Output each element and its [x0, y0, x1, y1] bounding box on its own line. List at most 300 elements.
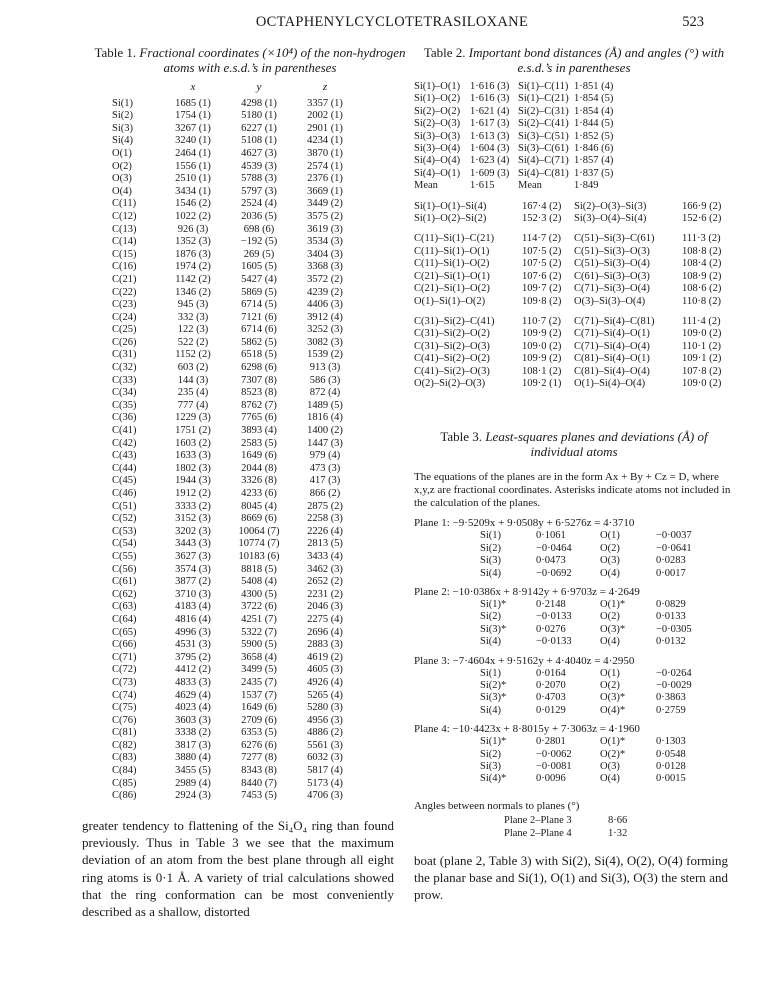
coordinate-cell: 4406 (3) [307, 299, 343, 311]
bond-label: Si(4)–C(81) [518, 167, 569, 179]
deviation-value: 0·4703 [536, 692, 566, 704]
coordinate-cell: 3082 (3) [307, 336, 343, 348]
deviation-value: −0·0133 [536, 611, 572, 623]
bond-label: Mean [518, 180, 542, 192]
atom-label: C(26) [112, 336, 137, 348]
coordinate-cell: 1142 (2) [175, 273, 211, 285]
coordinate-cell: 6714 (6) [241, 324, 277, 336]
table-row [112, 337, 358, 350]
atom-label: C(34) [112, 387, 137, 399]
coordinate-cell: 4251 (7) [241, 613, 277, 625]
coordinate-cell: 8818 (5) [241, 563, 277, 575]
angle-value: 1·32 [608, 827, 628, 839]
table-row [112, 161, 358, 174]
coordinate-cell: 1751 (2) [175, 425, 211, 437]
atom-label: C(32) [112, 362, 137, 374]
angle-value: 8·66 [608, 814, 628, 826]
atom-label: Si(1)* [480, 736, 507, 748]
coordinate-cell: 8440 (7) [241, 777, 277, 789]
coordinate-cell: 4605 (3) [307, 664, 343, 676]
deviation-value: 0·0829 [656, 598, 686, 610]
table-row [112, 538, 358, 551]
plane-deviations [480, 736, 720, 786]
coordinate-cell: 7453 (5) [241, 790, 277, 802]
table-row [414, 353, 734, 365]
coordinate-cell: 6032 (3) [307, 752, 343, 764]
bond-value: 1·837 (5) [574, 167, 614, 179]
bond-value: 109·9 (2) [522, 328, 562, 340]
atom-label: C(55) [112, 550, 137, 562]
coordinate-cell: 1802 (3) [175, 462, 211, 474]
plane-deviation-rows [480, 530, 720, 580]
atom-label: C(16) [112, 261, 137, 273]
table-row [112, 299, 358, 312]
coordinate-cell: 5817 (4) [307, 765, 343, 777]
coordinate-cell: 5427 (4) [241, 273, 277, 285]
coordinate-cell: 5797 (3) [241, 185, 277, 197]
plane-pair: Plane 2–Plane 3 [504, 814, 572, 826]
right-column [414, 46, 734, 840]
deviation-value: 0·0132 [656, 636, 686, 648]
table-row [480, 692, 720, 704]
coordinate-cell: 3443 (3) [175, 538, 211, 550]
table3-caption [414, 430, 734, 459]
table-row [112, 727, 358, 740]
atom-label: C(42) [112, 437, 137, 449]
bond-value: 107·6 (2) [522, 270, 562, 282]
bond-label: Si(4)–C(71) [518, 155, 569, 167]
deviation-value: 0·2148 [536, 598, 566, 610]
angles-rows [504, 814, 627, 840]
bond-label: C(51)–Si(3)–C(61) [574, 233, 655, 245]
atom-label: C(63) [112, 601, 137, 613]
atom-label: C(66) [112, 639, 137, 651]
atom-label: Si(2) [480, 611, 501, 623]
bond-label: O(1)–Si(4)–O(4) [574, 377, 646, 389]
bond-value: 1·854 (5) [574, 93, 614, 105]
atom-label: C(36) [112, 412, 137, 424]
bond-value: 109·7 (2) [522, 283, 562, 295]
table-row [414, 246, 734, 258]
bond-label: C(11)–Si(1)–C(21) [414, 233, 495, 245]
plane-equation: Plane 2: −10·0386x + 8·9142y + 6·9703z = 4·2649 [414, 585, 640, 598]
atom-label: O(1)* [600, 736, 626, 748]
atom-label: C(15) [112, 248, 137, 260]
table-row [480, 530, 720, 542]
table-row [112, 425, 358, 438]
coordinate-cell: 5788 (3) [241, 173, 277, 185]
coordinate-cell: 2652 (2) [307, 576, 343, 588]
coordinate-cell: 3434 (1) [175, 185, 211, 197]
bond-label: O(1)–Si(1)–O(2) [414, 295, 486, 307]
coordinate-cell: 10064 (7) [238, 525, 280, 537]
atom-label: O(4) [600, 773, 620, 785]
table-row [480, 555, 720, 567]
deviation-value: −0·0692 [536, 567, 572, 579]
atom-label: Si(3) [480, 555, 501, 567]
coordinate-cell: 6353 (5) [241, 727, 277, 739]
coordinate-cell: 2044 (8) [241, 462, 277, 474]
bond-label: C(71)–Si(4)–C(81) [574, 315, 655, 327]
atom-label: O(4) [600, 567, 620, 579]
bond-value: 166·9 (2) [682, 200, 722, 212]
table-row [112, 715, 358, 728]
coordinate-cell: 3326 (8) [241, 475, 277, 487]
atom-label: C(13) [112, 223, 137, 235]
coordinate-cell: 417 (3) [309, 475, 341, 487]
coordinate-cell: 2510 (1) [175, 173, 211, 185]
bond-value: 107·5 (2) [522, 258, 562, 270]
table-row [112, 475, 358, 488]
atom-label: C(23) [112, 299, 137, 311]
table-row [414, 81, 622, 93]
coordinate-cell: 2583 (5) [241, 437, 277, 449]
coordinate-cell: 269 (5) [243, 248, 275, 260]
deviation-value: −0·0305 [656, 623, 692, 635]
coordinate-cell: 144 (3) [177, 374, 209, 386]
table-row [504, 814, 627, 827]
atom-label: C(21) [112, 273, 137, 285]
table-row [414, 258, 734, 270]
coordinate-cell: 235 (4) [177, 387, 209, 399]
table2-angles-a [414, 233, 734, 307]
coordinate-cell: 3912 (4) [307, 311, 343, 323]
atom-label: Si(1) [112, 97, 133, 109]
table-row [112, 198, 358, 211]
table2-angles-b [414, 316, 734, 390]
atom-label: C(31) [112, 349, 137, 361]
bond-value: 107·8 (2) [682, 365, 722, 377]
table-row [112, 778, 358, 791]
bond-value: 109·0 (2) [682, 328, 722, 340]
table-row [480, 543, 720, 555]
table-row [112, 249, 358, 262]
bond-value: 108·8 (2) [682, 245, 722, 257]
coordinate-cell: 4531 (3) [175, 639, 211, 651]
bond-value: 108·6 (2) [682, 283, 722, 295]
coordinate-cell: 2709 (6) [241, 714, 277, 726]
coordinate-cell: 1346 (2) [175, 286, 211, 298]
coordinate-cell: 2574 (1) [307, 160, 343, 172]
coordinate-cell: 2813 (5) [307, 538, 343, 550]
coordinate-cell: 1022 (2) [175, 210, 211, 222]
coordinate-cell: 3433 (4) [307, 550, 343, 562]
coordinate-cell: 3575 (2) [307, 210, 343, 222]
bond-label: C(31)–Si(2)–O(2) [414, 328, 490, 340]
table-row [112, 387, 358, 400]
deviation-value: −0·0264 [656, 667, 692, 679]
coordinate-cell: 5265 (4) [307, 689, 343, 701]
atom-label: C(73) [112, 676, 137, 688]
table-row [112, 752, 358, 765]
table-row [112, 450, 358, 463]
plane-deviation-rows [480, 668, 720, 718]
table-row [112, 438, 358, 451]
atom-label: C(81) [112, 727, 137, 739]
coordinate-cell: 2036 (5) [241, 210, 277, 222]
coordinate-cell: 866 (2) [309, 488, 341, 499]
table-row [112, 702, 358, 715]
coordinate-cell: 3658 (4) [241, 651, 277, 663]
atom-label: O(1)* [600, 598, 626, 610]
table-row [414, 296, 734, 308]
table2-label: Table 2. [423, 45, 466, 60]
table-row [414, 106, 622, 118]
plane-equation: Plane 4: −10·4423x + 8·8015y + 7·3063z = 4·1960 [414, 723, 640, 736]
plane-deviations [480, 530, 720, 580]
coordinate-cell: 4926 (4) [307, 676, 343, 688]
left-column [82, 46, 418, 803]
coordinate-cell: −192 (5) [240, 236, 278, 248]
coordinate-cell: 4619 (2) [307, 651, 343, 663]
plane-equation: Plane 3: −7·4604x + 9·5162y + 4·4040z = 4·2950 [414, 654, 635, 667]
table-row [112, 186, 358, 199]
bond-value: 114·7 (2) [522, 233, 561, 245]
deviation-value: −0·0464 [536, 542, 572, 554]
bond-label: C(81)–Si(4)–O(4) [574, 365, 650, 377]
bond-value: 1·857 (4) [574, 155, 614, 167]
atom-label: C(72) [112, 664, 137, 676]
coordinate-cell: 4183 (4) [175, 601, 211, 613]
coordinate-cell: 6276 (6) [241, 739, 277, 751]
table-row [414, 328, 734, 340]
atom-label: C(54) [112, 538, 137, 550]
coordinate-cell: 1556 (1) [175, 160, 211, 172]
bond-label: C(21)–Si(1)–O(2) [414, 283, 490, 295]
bond-label: Si(1)–O(2)–Si(2) [414, 213, 487, 225]
table1-header-atom [112, 81, 160, 98]
table-row [112, 123, 358, 136]
coordinate-cell: 1754 (1) [175, 110, 211, 122]
bond-value: 110·1 (2) [682, 340, 721, 352]
table-row [480, 611, 720, 623]
coordinate-cell: 3202 (3) [175, 525, 211, 537]
coordinate-cell: 8523 (8) [241, 387, 277, 399]
table1-body [112, 98, 358, 803]
deviation-value: 0·0096 [536, 773, 566, 785]
table-row [480, 705, 720, 717]
body-text-left: greater tendency to flattening of the Si₄O₄ ring than found previously. Thus in Table 3 we see that the maximum deviation of an atom from the best plane through all eight ring atoms is 0·1 Å. A variety of trial calculations showed that the ring conformation can be most conveniently described as a shallow, distorted [82, 818, 394, 920]
coordinate-cell: 1685 (1) [175, 97, 211, 109]
table-row [112, 601, 358, 614]
table-row [112, 639, 358, 652]
coordinate-cell: 1489 (5) [307, 399, 343, 411]
bond-label: C(41)–Si(2)–O(2) [414, 353, 490, 365]
atom-label: C(12) [112, 210, 137, 222]
deviation-value: 0·0473 [536, 555, 566, 567]
atom-label: C(83) [112, 752, 137, 764]
deviation-value: 0·0276 [536, 623, 566, 635]
coordinate-cell: 2258 (3) [307, 513, 343, 525]
coordinate-cell: 2275 (4) [307, 613, 343, 625]
coordinate-cell: 5408 (4) [241, 576, 277, 588]
table2-angles-b-rows [414, 316, 734, 390]
table-row [480, 668, 720, 680]
coordinate-cell: 2435 (7) [241, 676, 277, 688]
coordinate-cell: 6227 (1) [241, 122, 277, 134]
bond-value: 1·852 (5) [574, 130, 614, 142]
atom-label: O(1) [112, 147, 132, 159]
table-row [480, 680, 720, 692]
coordinate-cell: 5862 (5) [241, 336, 277, 348]
coordinate-cell: 3817 (3) [175, 739, 211, 751]
coordinate-cell: 473 (3) [309, 462, 341, 474]
atom-label: C(75) [112, 702, 137, 714]
bond-value: 109·8 (2) [522, 295, 562, 307]
atom-label: Si(4)* [480, 773, 507, 785]
coordinate-cell: 5322 (7) [241, 626, 277, 638]
atom-label: O(3) [600, 555, 620, 567]
deviation-value: 0·3863 [656, 692, 686, 704]
table-row [112, 274, 358, 287]
coordinate-cell: 3627 (3) [175, 550, 211, 562]
coordinate-cell: 2875 (2) [307, 500, 343, 512]
coordinate-cell: 3333 (2) [175, 500, 211, 512]
atom-label: Si(2) [112, 110, 133, 122]
coordinate-cell: 1912 (2) [175, 488, 211, 499]
table-row [414, 93, 622, 105]
coordinate-cell: 4300 (5) [241, 588, 277, 600]
coordinate-cell: 3722 (6) [241, 601, 277, 613]
bond-value: 109·2 (1) [522, 377, 562, 389]
coordinate-cell: 1152 (2) [175, 349, 211, 361]
atom-label: C(11) [112, 198, 137, 210]
table1-header-row [112, 81, 358, 98]
coordinate-cell: 1603 (2) [175, 437, 211, 449]
coordinate-cell: 8045 (4) [241, 500, 277, 512]
bond-value: 111·4 (2) [682, 315, 721, 327]
deviation-value: 0·0017 [656, 567, 686, 579]
table-row [112, 261, 358, 274]
coordinate-cell: 4234 (1) [307, 135, 343, 147]
table2-angles-a-rows [414, 233, 734, 307]
atom-label: C(44) [112, 462, 137, 474]
bond-value: 1·616 (3) [470, 93, 510, 105]
table2-bonds [414, 81, 622, 193]
coordinate-cell: 4412 (2) [175, 664, 211, 676]
atom-label: Si(1)* [480, 598, 507, 610]
bond-label: C(71)–Si(4)–O(4) [574, 340, 650, 352]
bond-label: Si(4)–O(4) [414, 155, 461, 167]
plane-equation: Plane 1: −9·5209x + 9·0508y + 6·5276z = 4·3710 [414, 517, 635, 530]
table-row [112, 526, 358, 539]
coordinate-cell: 3455 (5) [175, 765, 211, 777]
table2-caption-text: Important bond distances (Å) and angles (°) with e.s.d.’s in parentheses [468, 45, 725, 75]
bond-label: Si(2)–C(41) [518, 118, 569, 130]
coordinate-cell: 913 (3) [309, 362, 341, 374]
bond-value: 110·7 (2) [522, 315, 561, 327]
atom-label: Si(2) [480, 748, 501, 760]
coordinate-cell: 3152 (3) [175, 513, 211, 525]
atom-label: C(76) [112, 714, 137, 726]
table3-label: Table 3. [440, 429, 483, 445]
table3-caption-text: Least-squares planes and deviations (Å) of individual atoms [485, 429, 708, 459]
bond-label: C(71)–Si(4)–O(1) [574, 328, 650, 340]
atom-label: C(74) [112, 689, 137, 701]
coordinate-cell: 7121 (6) [241, 311, 277, 323]
coordinate-cell: 5280 (3) [307, 702, 343, 714]
coordinate-cell: 5900 (5) [241, 639, 277, 651]
deviation-value: 0·0128 [656, 761, 686, 773]
bond-value: 107·5 (2) [522, 245, 562, 257]
coordinate-cell: 586 (3) [309, 374, 341, 386]
atom-label: C(46) [112, 488, 137, 499]
bond-label: Mean [414, 180, 438, 192]
table-row [480, 736, 720, 748]
atom-label: C(51) [112, 500, 137, 512]
table-row [112, 790, 358, 803]
table-row [112, 589, 358, 602]
coordinate-cell: 603 (2) [177, 362, 209, 374]
coordinate-cell: 3534 (3) [307, 236, 343, 248]
atom-label: C(52) [112, 513, 137, 525]
coordinate-cell: 6518 (5) [241, 349, 277, 361]
coordinate-cell: 777 (4) [177, 399, 209, 411]
atom-label: C(33) [112, 374, 137, 386]
bond-value: 1·613 (3) [470, 130, 510, 142]
bond-label: C(11)–Si(1)–O(1) [414, 245, 490, 257]
coordinate-cell: 1546 (2) [175, 198, 211, 210]
atom-label: C(25) [112, 324, 137, 336]
table-row [480, 773, 720, 785]
table1-header-y: y [256, 81, 262, 93]
table-row [112, 375, 358, 388]
coordinate-cell: 8669 (6) [241, 513, 277, 525]
atom-label: C(14) [112, 236, 137, 248]
table-row [112, 349, 358, 362]
atom-label: C(22) [112, 286, 137, 298]
bond-value: 1·616 (3) [470, 81, 510, 92]
table-row [112, 488, 358, 501]
deviation-value: 0·0164 [536, 667, 566, 679]
table-row [112, 627, 358, 640]
coordinate-cell: 4956 (3) [307, 714, 343, 726]
table-row [112, 324, 358, 337]
coordinate-cell: 1974 (2) [175, 261, 211, 273]
bond-label: Si(2)–O(3)–Si(3) [574, 200, 647, 212]
coordinate-cell: 3267 (1) [175, 122, 211, 134]
atom-label: C(35) [112, 399, 137, 411]
coordinate-cell: 4886 (2) [307, 727, 343, 739]
table1-header-z: z [322, 81, 328, 93]
bond-label: Si(1)–O(1)–Si(4) [414, 200, 487, 212]
plane-deviation-rows [480, 736, 720, 786]
atom-label: O(3) [112, 173, 132, 185]
coordinate-cell: 3893 (4) [241, 425, 277, 437]
atom-label: Si(1) [480, 530, 501, 542]
deviation-value: −0·0641 [656, 542, 692, 554]
bond-label: O(3)–Si(3)–O(4) [574, 295, 646, 307]
coordinate-cell: 3710 (3) [175, 588, 211, 600]
table-row [112, 362, 358, 375]
bond-label: Si(2)–O(2) [414, 105, 461, 117]
atom-label: C(86) [112, 790, 137, 802]
plane-block [414, 585, 734, 649]
coordinate-cell: 332 (3) [177, 311, 209, 323]
table-row [414, 201, 734, 213]
table2-ring-angles [414, 201, 734, 226]
table-row [112, 551, 358, 564]
bond-value: 1·621 (4) [470, 105, 510, 117]
table-row [414, 341, 734, 353]
coordinate-cell: 8343 (8) [241, 765, 277, 777]
atom-label: O(3)* [600, 623, 626, 635]
table-row [112, 564, 358, 577]
coordinate-cell: 4706 (3) [307, 790, 343, 802]
atom-label: C(85) [112, 777, 137, 789]
atom-label: O(3) [600, 761, 620, 773]
atom-label: Si(4) [480, 567, 501, 579]
